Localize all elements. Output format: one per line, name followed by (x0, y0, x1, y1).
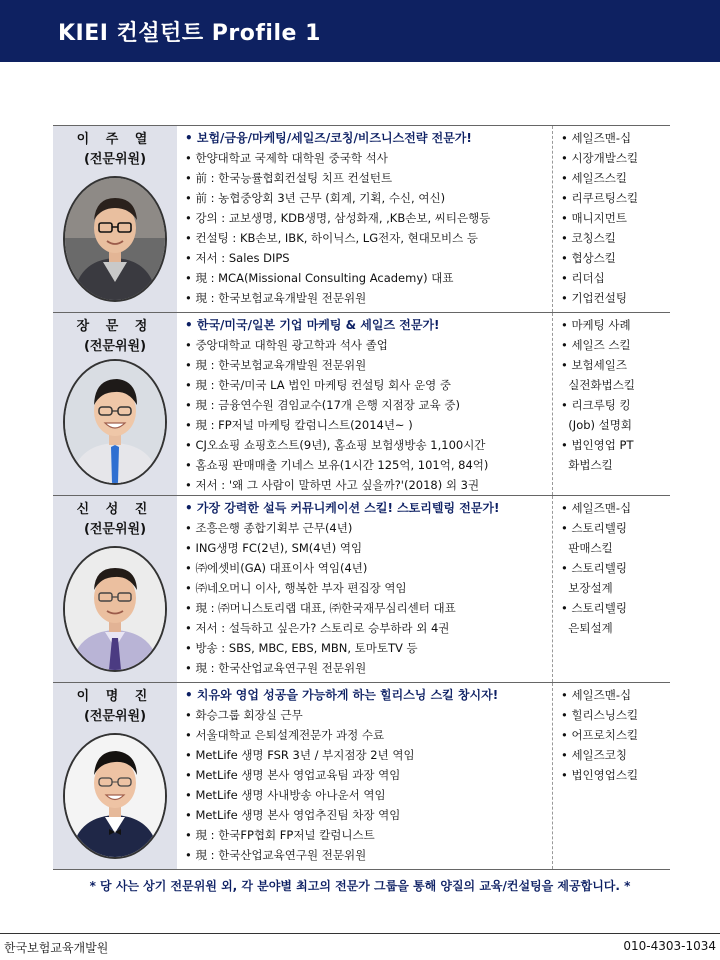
profile-row (53, 495, 670, 682)
consultant-role: (전문위원) (83, 709, 147, 724)
skill-item: • 보험세일즈 (561, 358, 627, 372)
career-item: • 現 : ㈜머니스토리랩 대표, ㈜한국재무심리센터 대표 (185, 601, 456, 615)
career-item: • MetLife 생명 본사 영업추진팀 차장 역임 (185, 808, 401, 822)
career-item: • ING생명 FC(2년), SM(4년) 역임 (185, 541, 363, 555)
skill-item: • 협상스킬 (561, 251, 616, 265)
consultant-role: (전문위원) (83, 339, 147, 354)
skill-item: • 마케팅 사례 (561, 318, 631, 332)
career-item: • MetLife 생명 본사 영업교육팀 과장 역임 (185, 768, 401, 782)
career-item: • 한양대학교 국제학 대학원 중국학 석사 (185, 151, 388, 165)
career-item: • 現 : 금융연수원 겸임교수(17개 은행 지점장 교육 중) (185, 398, 460, 412)
avatar (63, 176, 167, 302)
profile-table (53, 125, 670, 870)
consultant-name: 장 문 정 (76, 319, 154, 334)
footer-phone: 010-4303-1034 (623, 939, 716, 953)
skill-item: • 힐리스닝스킬 (561, 708, 639, 722)
footer-company: 한국보험교육개발원 (4, 941, 109, 955)
consultant-headline: • 한국/미국/일본 기업 마케팅 & 세일즈 전문가! (185, 318, 440, 332)
career-item: • 강의 : 교보생명, KDB생명, 삼성화재, ,KB손보, 씨티은행등 (185, 211, 491, 225)
skill-item: • 어프로치스킬 (561, 728, 639, 742)
avatar (63, 359, 167, 485)
career-item: • 現 : 한국보험교육개발원 전문위원 (185, 358, 367, 372)
career-item: • 저서 : '왜 그 사람이 말하면 사고 싶을까?'(2018) 외 3권 (185, 478, 480, 492)
career-item: • ㈜에셋비(GA) 대표이사 역임(4년) (185, 561, 368, 575)
career-item: • 現 : 한국FP협회 FP저널 칼럼니스트 (185, 828, 375, 842)
skill-item: • 리크루팅 킹 (561, 398, 631, 412)
consultant-name: 신 성 진 (76, 502, 154, 517)
career-item: • 중앙대학교 대학원 광고학과 석사 졸업 (185, 338, 388, 352)
career-item: • 방송 : SBS, MBC, EBS, MBN, 토마토TV 등 (185, 641, 418, 655)
profile-row (53, 682, 670, 870)
skill-item: • 세일즈맨-십 (561, 131, 632, 145)
career-item: • 저서 : Sales DIPS (185, 251, 290, 265)
skill-item: • 스토리텔링 (561, 561, 627, 575)
avatar (63, 733, 167, 859)
profile-row (53, 125, 670, 312)
career-item: • 前 : 한국능률협회컨설팅 치프 컨설턴트 (185, 171, 393, 185)
page-title: KIEI 컨설턴트 Profile 1 (58, 21, 321, 46)
skill-item: 은퇴설계 (561, 621, 613, 635)
skill-item: • 세일즈맨-십 (561, 688, 632, 702)
career-item: • 現 : FP저널 마케팅 칼럼니스트(2014년~ ) (185, 418, 413, 432)
avatar (63, 546, 167, 672)
footer-divider (0, 933, 720, 934)
skill-item: (Job) 설명회 (561, 418, 632, 432)
skill-item: • 시장개발스킬 (561, 151, 639, 165)
career-item: • 現 : 한국산업교육연구원 전문위원 (185, 661, 367, 675)
skill-item: • 스토리텔링 (561, 601, 627, 615)
notice-text: * 당 사는 상기 전문위원 외, 각 분야별 최고의 전문가 그룹을 통해 양질의 교육/컨설팅을 제공합니다. * (89, 879, 631, 893)
consultant-role: (전문위원) (83, 152, 147, 167)
skill-item: • 코칭스킬 (561, 231, 616, 245)
skill-item: 화법스킬 (561, 458, 613, 472)
career-item: • 저서 : 설득하고 싶은가? 스토리로 승부하라 외 4권 (185, 621, 450, 635)
skill-item: • 기업컨설팅 (561, 291, 627, 305)
consultant-headline: • 치유와 영업 성공을 가능하게 하는 힐리스닝 스킬 창시자! (185, 688, 499, 702)
career-item: • 現 : 한국산업교육연구원 전문위원 (185, 848, 367, 862)
skill-item: • 세일즈코칭 (561, 748, 627, 762)
skill-item: • 세일즈스킬 (561, 171, 627, 185)
career-item: • 現 : MCA(Missional Consulting Academy) 대표 (185, 271, 454, 285)
skill-item: • 매니지먼트 (561, 211, 627, 225)
career-item: • CJ오쇼핑 쇼핑호스트(9년), 홈쇼핑 보험생방송 1,100시간 (185, 438, 486, 452)
skill-item: 실전화법스킬 (561, 378, 635, 392)
consultant-headline: • 보험/금융/마케팅/세일즈/코칭/비즈니스전략 전문가! (185, 131, 472, 145)
skill-item: 판매스킬 (561, 541, 613, 555)
skill-item: • 법인영업 PT (561, 438, 634, 452)
profile-row (53, 312, 670, 495)
career-item: • ㈜네오머니 이사, 행복한 부자 편집장 역임 (185, 581, 407, 595)
career-item: • MetLife 생명 사내방송 아나운서 역임 (185, 788, 386, 802)
consultant-headline: • 가장 강력한 설득 커뮤니케이션 스킬! 스토리텔링 전문가! (185, 501, 500, 515)
header-bar (0, 0, 720, 62)
skill-item: • 리더십 (561, 271, 605, 285)
career-item: • 컨설팅 : KB손보, IBK, 하이닉스, LG전자, 현대모비스 등 (185, 231, 478, 245)
career-item: • 화승그룹 회장실 근무 (185, 708, 303, 722)
skill-item: • 스토리텔링 (561, 521, 627, 535)
skill-item: • 세일즈 스킬 (561, 338, 631, 352)
career-item: • 조흥은행 종합기획부 근무(4년) (185, 521, 353, 535)
career-item: • 現 : 한국/미국 LA 법인 마케팅 컨설팅 회사 운영 중 (185, 378, 451, 392)
consultant-name: 이 주 열 (76, 132, 154, 147)
career-item: • 홈쇼핑 판매매출 기네스 보유(1시간 125억, 101억, 84억) (185, 458, 489, 472)
career-item: • 現 : 한국보험교육개발원 전문위원 (185, 291, 367, 305)
consultant-role: (전문위원) (83, 522, 147, 537)
career-item: • 前 : 농협중앙회 3년 근무 (회계, 기획, 수신, 여신) (185, 191, 446, 205)
skill-item: • 법인영업스킬 (561, 768, 639, 782)
skill-item: • 세일즈맨-십 (561, 501, 632, 515)
skill-item: • 리쿠르팅스킬 (561, 191, 639, 205)
career-item: • MetLife 생명 FSR 3년 / 부지점장 2년 역임 (185, 748, 415, 762)
skill-item: 보장설계 (561, 581, 613, 595)
consultant-name: 이 명 진 (76, 689, 154, 704)
career-item: • 서울대학교 은퇴설계전문가 과정 수료 (185, 728, 385, 742)
